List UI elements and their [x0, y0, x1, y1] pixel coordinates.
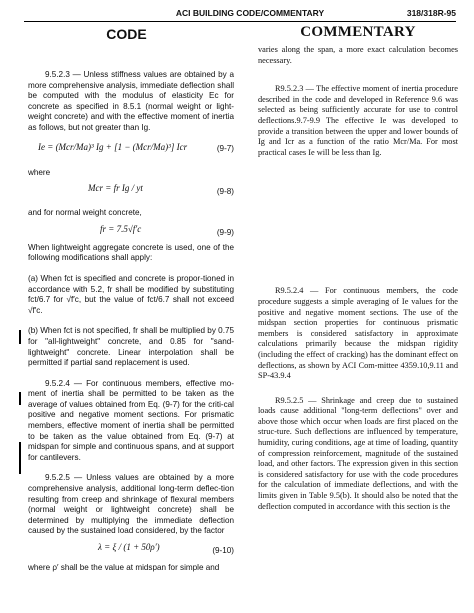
code-column	[28, 70, 234, 574]
equation-body: λ = ξ / (1 + 50ρ′)	[98, 542, 160, 552]
commentary-continuation: varies along the span, a more exact calculation becomes necessary.	[258, 45, 458, 65]
change-bar	[19, 330, 21, 344]
equation-9-8	[28, 178, 234, 208]
change-bar	[19, 392, 21, 405]
running-header: ACI BUILDING CODE/COMMENTARY	[175, 8, 325, 18]
equation-body: Ie = (Mcr/Ma)³ Ig + [1 − (Mcr/Ma)³] Icr	[38, 141, 188, 152]
header-rule	[24, 21, 456, 22]
normal-weight-label: and for normal weight concrete,	[28, 208, 142, 218]
equation-number: (9-7)	[216, 143, 234, 153]
equation-number: (9-9)	[216, 227, 234, 237]
section-r9-5-2-5: R9.5.2.5 — Shrinkage and creep due to sustained loads cause additional "long-term deflections" over and above those which occur when loads are first placed on the struc-ture. Such deflections are influenced by temperature, humidity, curing conditions, age at time of loading, quantity of compression reinforcement, magnitude of the sustained load, and other factors. The expression given in this section is considered satisfactory for use with the code procedures for the calculation of immediate deflections, and with the limits given in Table 9.5(b). It should also be noted that the deflection computed in accordance with this section is the	[258, 395, 458, 511]
section-r9-5-2-4: R9.5.2.4 — For continuous members, the code procedure suggests a simple averaging of Ie values for the positive and negative moment sections. The use of the midspan section properties for continuous prismatic members is considered satisfactory in approximate calculations primarily because the midspan rigidity (including the effect of cracking) has the dominant effect on deflections, as shown by ACI Com-mittee 4359.10,9.11 and SP-43.9.4	[258, 286, 458, 381]
equation-number: (9-10)	[212, 546, 234, 555]
where-label: where	[28, 167, 51, 177]
equation-body: fr = 7.5√f′c	[100, 223, 142, 234]
code-column-title: CODE	[106, 26, 147, 42]
change-bar	[19, 442, 21, 474]
section-9-5-2-5: 9.5.2.5 — Unless values are obtained by a more comprehensive analysis, additional long-term deflec-tion resulting from creep and shrinkage of flexural members (normal weight or lightweight concrete) shall be determined by multiplying the immediate deflection caused by the sustained load considered, by the factor	[28, 473, 234, 536]
modification-a: (a) When fct is specified and concrete is propor-tioned in accordance with 5.2, fr shall be modified by substituting fct/6.7 for √f′c, but the value of fct/6.7 shall not exceed √f′c.	[28, 273, 234, 315]
equation-9-9	[28, 219, 234, 243]
section-r9-5-2-3: R9.5.2.3 — The effective moment of inertia procedure described in the code and developed in Reference 9.6 was selected as being sufficiently accurate for use to control deflections.9.7-9.9 The effective Ie was developed to provide a transition between the upper and lower bounds of Ig and Icr as a function of the ratio Mcr/Ma. For most practical cases Ie will be less than Ig.	[258, 84, 458, 157]
section-9-5-2-4: 9.5.2.4 — For continuous members, effective mo-ment of inertia shall be permitted to be taken as the average of values obtained from Eq. (9-7) for the criti-cal positive and negative moment sections. For prismatic members, effective moment of inertia shall be permitted to be taken as the value obtained from Eq. (9-7) at midspan for simple and continuous spans, and at support for cantilevers.	[28, 378, 234, 462]
commentary-column	[258, 45, 458, 512]
where-rho-text: where ρ′ shall be the value at midspan for simple and	[28, 563, 220, 572]
equation-9-7	[28, 134, 234, 168]
modification-b: (b) When fct is not specified, fr shall be multiplied by 0.75 for "all-lightweight" concrete, and 0.85 for "sand-lightweight" concrete. Linear interpolation shall be permitted if partial sand replacement is used.	[28, 326, 234, 368]
lightweight-intro: When lightweight aggregate concrete is used, one of the following modifications shall apply:	[28, 242, 234, 263]
equation-number: (9-8)	[216, 187, 234, 197]
document-number: 318/318R-95	[406, 8, 456, 18]
equation-body: Mcr = fr Ig / yt	[88, 183, 143, 194]
equation-9-10	[28, 537, 234, 563]
commentary-column-title: COMMENTARY	[300, 24, 416, 40]
section-9-5-2-3: 9.5.2.3 — Unless stiffness values are obtained by a more comprehensive analysis, immediate deflection shall be computed with the modulus of elasticity Ec for concrete as specified in 8.5.1 (normal weight or light-weight concrete) and with the effective moment of inertia as follows, but not greater than Ig.	[28, 70, 234, 132]
